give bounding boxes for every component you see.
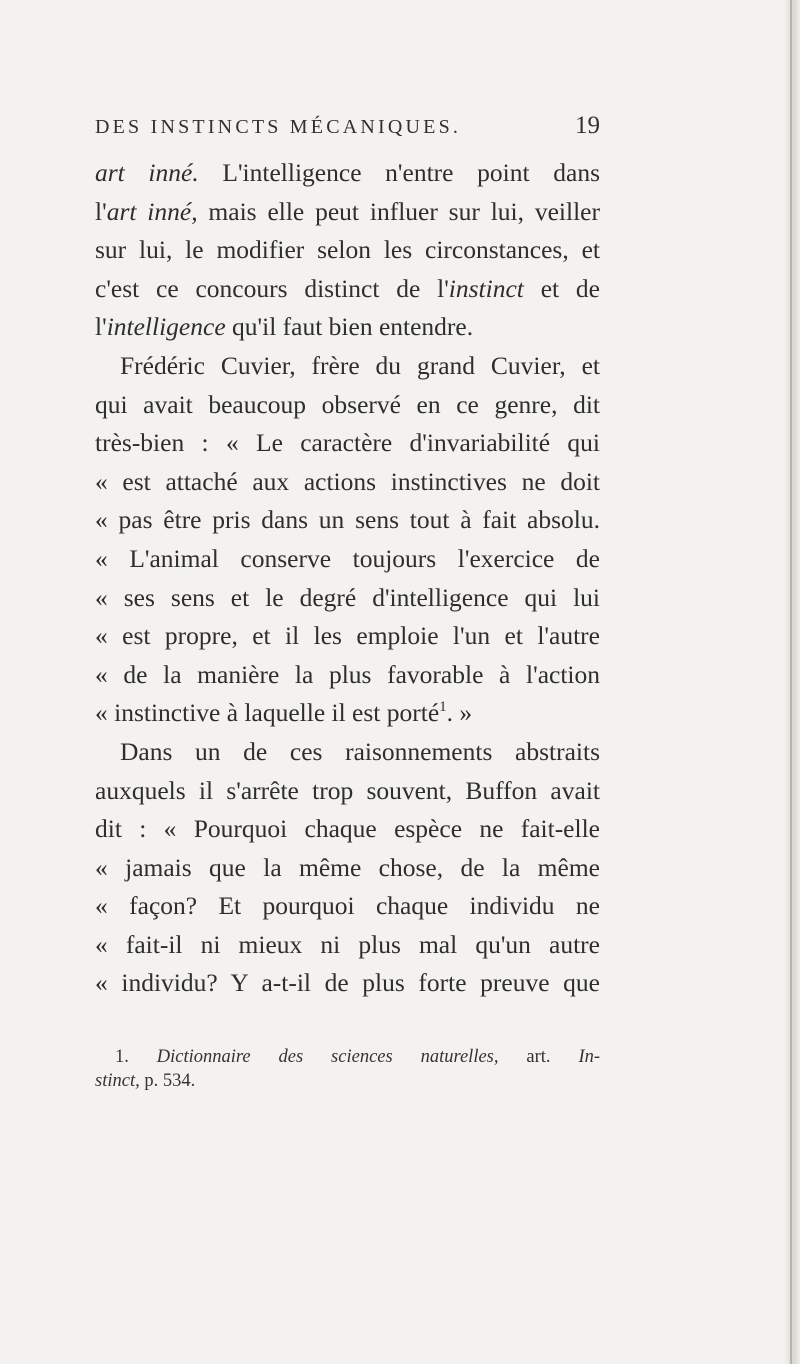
footnotes bbox=[95, 1045, 600, 1093]
text-segment: « ses sens et le degré d'intelligence qui lui bbox=[95, 582, 600, 612]
text-line bbox=[95, 733, 600, 772]
footnote-1 bbox=[95, 1045, 600, 1093]
italic-text: instinct bbox=[448, 273, 524, 303]
text-line bbox=[95, 347, 600, 386]
text-segment: « est propre, et il les emploie l'un et l'autre bbox=[95, 621, 600, 651]
text-line bbox=[95, 308, 600, 347]
text-segment: sur lui, le modifier selon les circonstances, et bbox=[95, 235, 600, 265]
text-segment: L'intelligence n'entre point dans bbox=[198, 158, 600, 187]
text-segment: c'est ce concours distinct de l' bbox=[95, 273, 449, 303]
page-edge-line bbox=[790, 0, 792, 1364]
text-segment: « individu? Y a-t-il de plus forte preuve que bbox=[95, 968, 600, 998]
text-line bbox=[95, 849, 600, 888]
text-segment: et de bbox=[523, 273, 600, 303]
text-line bbox=[95, 810, 600, 849]
running-title: DES INSTINCTS MÉCANIQUES. bbox=[95, 116, 462, 138]
text-line bbox=[95, 964, 600, 1003]
text-segment: « pas être pris dans un sens tout à fait absolu. bbox=[95, 505, 600, 535]
text-line bbox=[95, 386, 600, 425]
text-segment: qui avait beaucoup observé en ce genre, dit bbox=[95, 389, 600, 419]
text-segment: l' bbox=[95, 312, 107, 342]
text-line bbox=[95, 270, 600, 309]
text-segment: « de la manière la plus favorable à l'action bbox=[95, 659, 600, 689]
text-segment: « fait-il ni mieux ni plus mal qu'un autre bbox=[95, 929, 600, 959]
text-segment: très-bien : « Le caractère d'invariabilité qui bbox=[95, 428, 600, 458]
italic-text: art inné. bbox=[95, 158, 199, 187]
text-segment: Frédéric Cuvier, frère du grand Cuvier, et bbox=[120, 350, 600, 380]
footnote-reference: 1 bbox=[439, 699, 447, 716]
text-segment: auxquels il s'arrête trop souvent, Buffon avait bbox=[95, 775, 600, 805]
footnote-page: p. 534. bbox=[139, 1071, 196, 1091]
text-line bbox=[95, 694, 600, 733]
footnote-title-cont: In- bbox=[578, 1047, 601, 1067]
text-segment: mais elle peut influer sur lui, veiller bbox=[197, 196, 600, 226]
footnote-title-end: stinct, bbox=[95, 1071, 140, 1091]
footnote-line-2 bbox=[95, 1069, 600, 1093]
page-edge bbox=[784, 0, 800, 1364]
text-line bbox=[95, 540, 600, 579]
text-line bbox=[95, 926, 600, 965]
text-line bbox=[95, 501, 600, 540]
text-segment: l' bbox=[95, 196, 107, 226]
italic-text: intelligence bbox=[106, 312, 226, 342]
text-line bbox=[95, 424, 600, 463]
text-segment: dit : « Pourquoi chaque espèce ne fait-elle bbox=[95, 814, 600, 844]
text-segment: . » bbox=[446, 698, 473, 728]
footnote-title: Dictionnaire des sciences naturelles, bbox=[156, 1047, 499, 1067]
text-segment: qu'il faut bien entendre. bbox=[225, 312, 474, 342]
text-line bbox=[95, 231, 600, 270]
text-line bbox=[95, 656, 600, 695]
text-segment: « façon? Et pourquoi chaque individu ne bbox=[95, 891, 600, 921]
text-line bbox=[95, 193, 600, 232]
page-number: 19 bbox=[575, 112, 600, 139]
text-line bbox=[95, 887, 600, 926]
text-line bbox=[95, 579, 600, 618]
text-line bbox=[95, 772, 600, 811]
footnote-text: art. bbox=[498, 1047, 579, 1067]
italic-text: art inné, bbox=[106, 196, 198, 226]
footnote-number: 1. bbox=[115, 1047, 129, 1067]
text-segment: « jamais que la même chose, de la même bbox=[95, 852, 600, 882]
page-header bbox=[95, 112, 600, 146]
text-segment: « instinctive à laquelle il est porté bbox=[95, 698, 440, 728]
footnote-line-1 bbox=[95, 1045, 600, 1069]
text-segment: « L'animal conserve toujours l'exercice de bbox=[95, 543, 600, 573]
text-segment: « est attaché aux actions instinctives ne doit bbox=[95, 466, 600, 496]
text-line bbox=[95, 154, 600, 193]
text-line bbox=[95, 617, 600, 656]
text-segment: Dans un de ces raisonnements abstraits bbox=[120, 736, 600, 766]
text-line bbox=[95, 463, 600, 502]
body-text bbox=[95, 154, 600, 1003]
